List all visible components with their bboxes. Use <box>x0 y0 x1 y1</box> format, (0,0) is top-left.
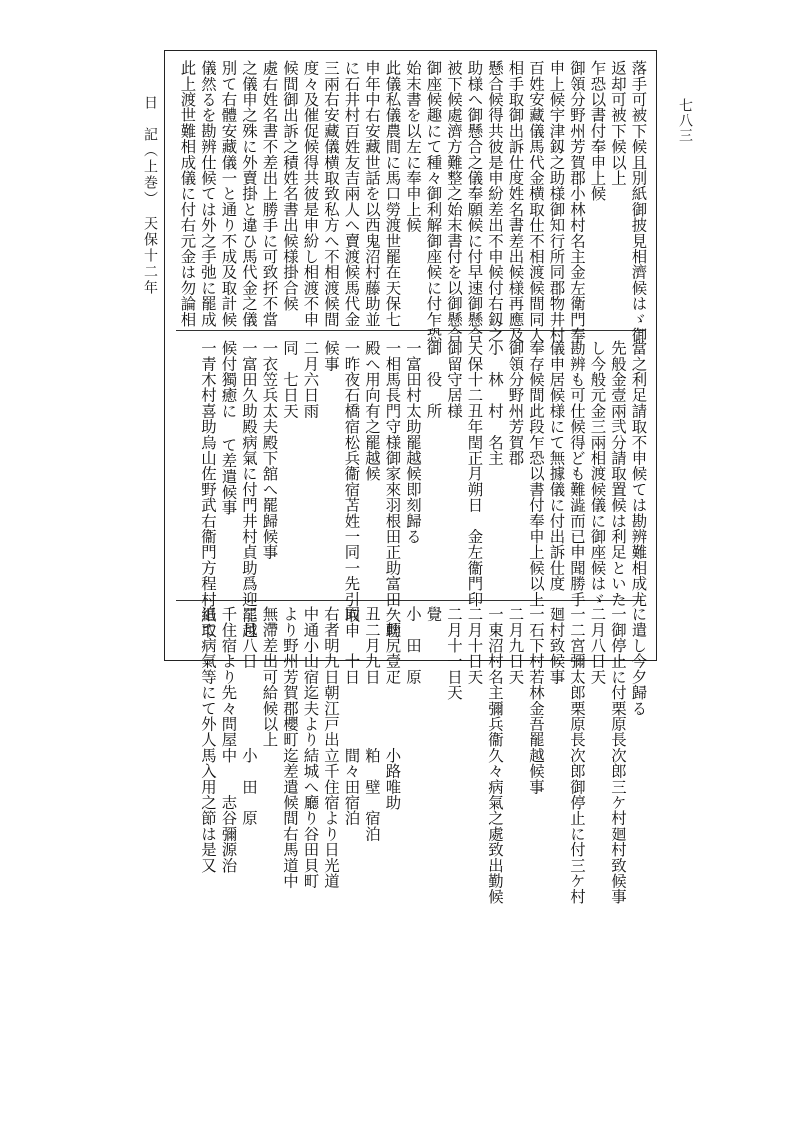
text-column: 一衣笠兵太夫殿下舘へ罷歸候事 <box>260 340 279 560</box>
text-column: 殿へ用向有之罷越候 <box>362 340 381 482</box>
text-column: 二月十一日天 <box>444 606 463 701</box>
text-column: 御 役 所 <box>424 340 443 419</box>
text-column: 千住宿より先々問屋中 志谷彌源治 <box>219 606 238 873</box>
text-column: 乍恐以書付奉申上候 <box>588 60 607 202</box>
text-column: 丑二月九日 粕 壁 宿泊 <box>362 606 381 842</box>
text-column: 一富田久助殿病氣に付門井村貞助爲迎罷越 <box>239 340 258 639</box>
text-column: 二月九日天 <box>506 606 525 685</box>
text-column: し今般元金三兩相渡候儀に御座候はゞ <box>588 340 607 607</box>
text-column: 始末書を以左に奉申上候 <box>403 60 422 233</box>
text-column: 一輕尻壹疋 小路唯助 <box>383 606 402 811</box>
text-column: 廻村致候事 <box>547 606 566 685</box>
text-column: 此儀私儀農間に馬口勞渡世罷在天保七 <box>383 60 402 327</box>
text-column: より野州芳賀郡櫻町迄差遣候間右馬道中 <box>280 606 299 889</box>
text-column: 一富田村太助罷越候即刻歸る <box>403 340 422 545</box>
running-title: 日 記（上巻） 天保十二年 <box>142 95 158 296</box>
text-column: 候事 <box>321 340 340 372</box>
text-column: 覺 <box>424 606 443 622</box>
text-column: 被下候處濟方難整之始末書付を以御懸合 <box>444 60 463 343</box>
text-column: 中通小山宿迄夫より結城へ廳り谷田貝町 <box>301 606 320 889</box>
text-column: 候間御出訴之積姓名書出候様掛合候 <box>280 60 299 312</box>
text-column: 右者明九日朝江戸出立千住宿より日光道 <box>321 606 340 889</box>
text-column: 一御停止に付栗原長次郎三ケ村廻村致候事 <box>608 606 627 905</box>
text-column: 一二宮彌太郎栗原長次郎御停止に付三ケ村 <box>567 606 586 905</box>
text-column: 百姓安藏儀馬代金横取仕不相渡候間同人 <box>526 60 545 343</box>
text-column: 御留守居様 <box>444 340 463 419</box>
text-column: 二月十日天 <box>465 606 484 685</box>
text-column: 勘辨も可仕候得ども難澁而已申聞勝手 <box>567 340 586 607</box>
text-column: 同 十日 間々田宿泊 <box>342 606 361 826</box>
text-column: 申上候宇津釼之助様御知行所同郡物井村 <box>547 60 566 343</box>
text-column: 此上渡世難相成儀に付右元金は勿論相 <box>178 60 197 327</box>
text-column: 候付獨癒に て差遣候事 <box>219 340 238 516</box>
text-column: 一昨夜石橋宿松兵衞宿苫姓一同一先引取申 <box>342 340 361 639</box>
text-column: 先般金壹兩弐分請取置候は利足といた <box>608 340 627 607</box>
text-column: 奉存候間此段乍恐以書付奉申上候以上 <box>526 340 545 607</box>
text-column: 返却可被下候以上 <box>608 60 627 186</box>
text-column: 御座候趣にて種々御利解御座候に付乍恐 <box>424 60 443 343</box>
text-column: 助様へ御懸合之儀奉願候に付早速御懸合 <box>465 60 484 343</box>
text-column: 儀申居候様にて無據儀に付出訴仕度 <box>547 340 566 592</box>
text-column: 之儀申之殊に外賣掛と違ひ馬代金之儀 <box>239 60 258 327</box>
text-column: 二月六日雨 <box>301 340 320 419</box>
text-column: 無滯差出可給候以上 <box>260 606 279 748</box>
text-column: 當之利足請取不申候ては勘辨難相成尤 <box>629 340 648 607</box>
text-column: 小 田 原 <box>403 606 422 685</box>
text-column: 同 七日天 <box>280 340 299 419</box>
text-column: 申年中右安藏世話を以西鬼沼村藤助並 <box>362 60 381 327</box>
page-number: 七八三 <box>677 98 693 143</box>
text-column: 御領分野州芳賀郡 <box>506 340 525 466</box>
text-column: 懸合候得共彼是申紛差出不申候付右釼之 <box>485 60 504 343</box>
text-column: 相手取御出訴仕度姓名書差出候様再應及 <box>506 60 525 343</box>
text-column: 追て病氣等にて外人馬入用之節は是又 <box>198 606 217 873</box>
text-column: 御領分野州芳賀郡小林村名主金左衛門奉 <box>567 60 586 343</box>
text-column: 一東沼村名主彌兵衞久々病氣之處致出勤候 <box>485 606 504 905</box>
text-column: に遣し今夕歸る <box>629 606 648 716</box>
text-column: 度々及催促候得共彼是申紛し相渡不申 <box>301 60 320 327</box>
text-column: 天保十二丑年閏正月朔日 金左衞門印 <box>465 340 484 607</box>
text-column: 儀然るを勘辨仕候ては外之手弛に罷成 <box>198 60 217 327</box>
text-column: に石井村百姓友吉兩人へ賣渡候馬代金 <box>342 60 361 327</box>
text-column: 二月八日 小 田 原 <box>239 606 258 826</box>
text-column: 別て右體安藏儀一と通り不成及取計候 <box>219 60 238 327</box>
text-column: 一青木村喜助烏山佐野武右衞門方程村紙取 <box>198 340 217 639</box>
text-column: 落手可被下候且別紙御披見相濟候はゞ御 <box>629 60 648 343</box>
text-column: 處右姓名書不差出上勝手に可致抔不當 <box>260 60 279 327</box>
text-column: 三兩右安藏儀横取致私方へ不相渡候間 <box>321 60 340 327</box>
text-column: 一石下村若林金吾罷越候事 <box>526 606 545 795</box>
text-column: 一相馬長門守様御家來羽根田正助富田久助 <box>383 340 402 639</box>
text-column: 二月八日天 <box>588 606 607 685</box>
text-column: 小 林 村 名主 <box>485 340 504 466</box>
